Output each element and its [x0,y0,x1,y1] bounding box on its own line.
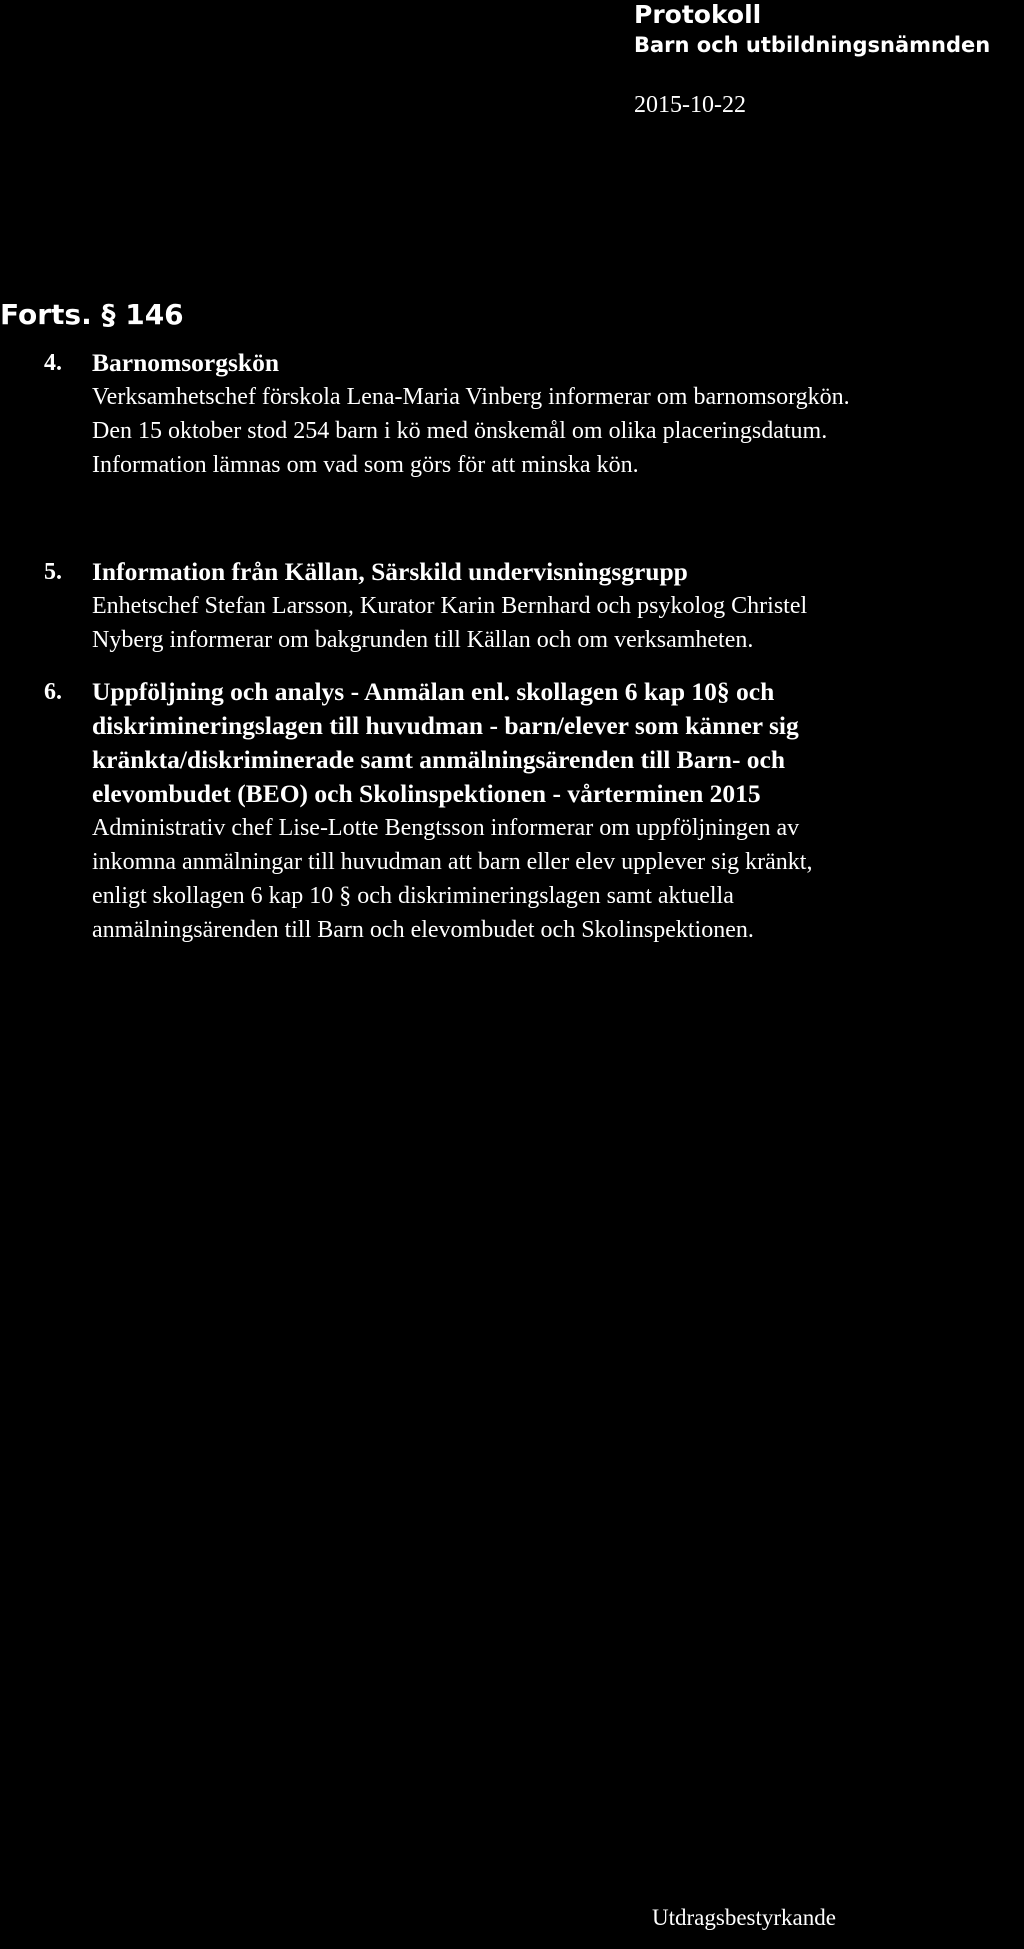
committee-name: Barn och utbildningsnämnden [634,33,991,57]
item-number: 6. [44,679,62,705]
meeting-date: 2015-10-22 [634,92,746,118]
text-line: enligt skollagen 6 kap 10 § och diskrimineringslagen samt aktuella [92,883,734,909]
footer-label: Utdragsbestyrkande [652,1905,836,1930]
text-line: inkomna anmälningar till huvudman att barn eller elev upplever sig kränkt, [92,849,813,875]
text-line: anmälningsärenden till Barn och elevombudet och Skolinspektionen. [92,917,754,943]
text-line: Administrativ chef Lise-Lotte Bengtsson informerar om uppföljningen av [92,815,800,841]
text-line: Enhetschef Stefan Larsson, Kurator Karin Bernhard och psykolog Christel [92,593,808,619]
item-text [92,589,1022,657]
title-line: Barnomsorgskön [92,348,280,377]
text-line: Verksamhetschef förskola Lena-Maria Vinberg informerar om barnomsorgkön. [92,384,850,410]
text-line: Information lämnas om vad som görs för att minska kön. [92,452,639,478]
document-type: Protokoll [634,0,762,29]
item-title [92,675,1022,811]
text-line: Nyberg informerar om bakgrunden till Källan och om verksamheten. [92,627,754,653]
item-text [92,380,1022,482]
text-line: Den 15 oktober stod 254 barn i kö med önskemål om olika placeringsdatum. [92,418,828,444]
item-text [92,811,1022,947]
item-number: 4. [44,350,62,376]
item-body [92,346,1022,482]
title-line: kränkta/diskriminerade samt anmälningsärenden till Barn- och [92,745,786,774]
item-number: 5. [44,559,62,585]
item-body [92,555,1022,657]
item-body [92,675,1022,947]
title-line: elevombudet (BEO) och Skolinspektionen - vårterminen 2015 [92,779,761,808]
title-line: Uppföljning och analys - Anmälan enl. skollagen 6 kap 10§ och [92,677,775,706]
section-title: Forts. § 146 [0,298,184,331]
item-title [92,346,1022,380]
title-line: diskrimineringslagen till huvudman - barn/elever som känner sig [92,711,799,740]
title-line: Information från Källan, Särskild undervisningsgrupp [92,557,688,586]
item-title [92,555,1022,589]
